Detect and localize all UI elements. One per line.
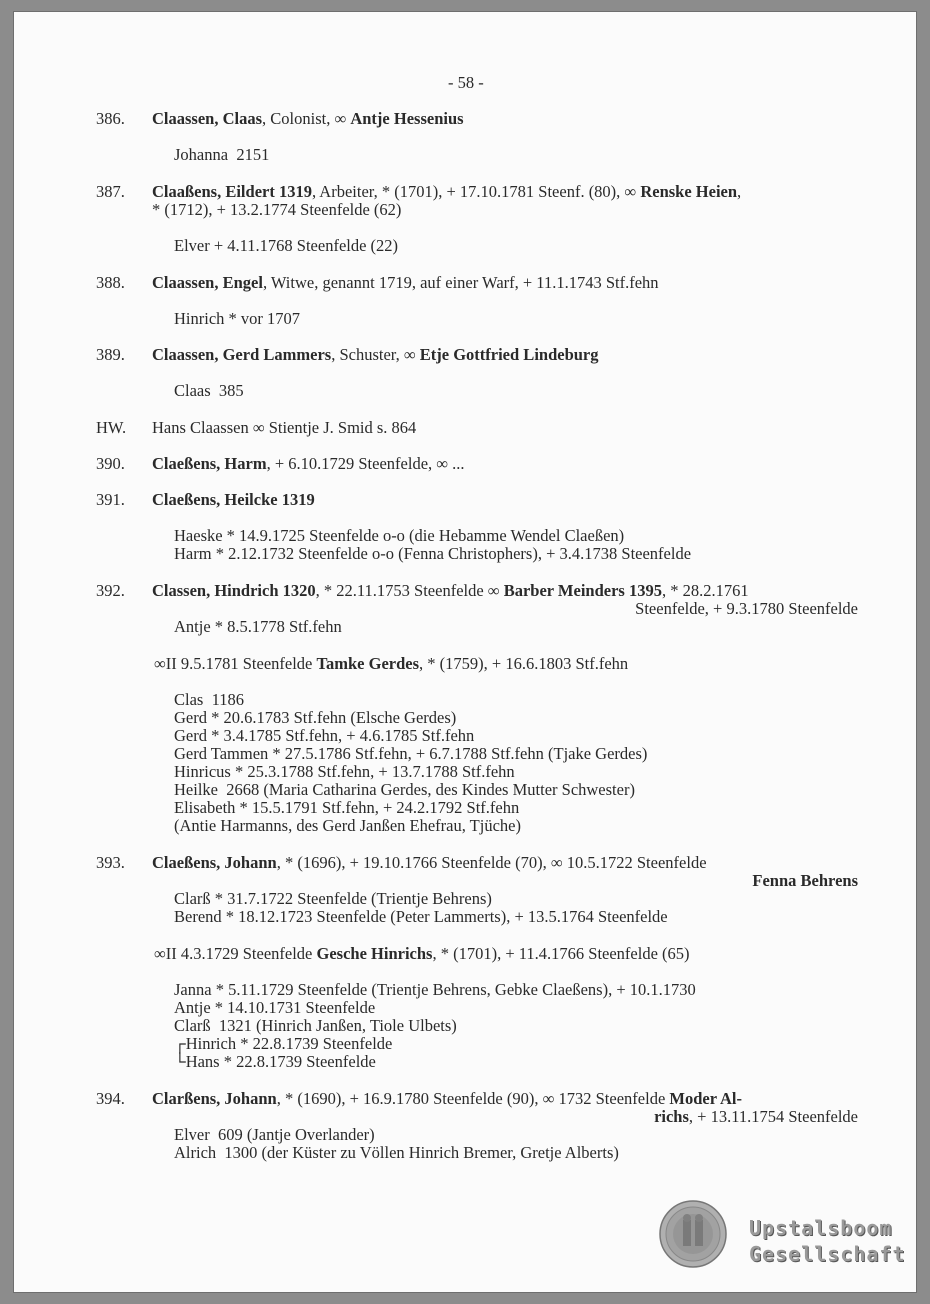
entry-heading-continued: richs, + 13.11.1754 Steenfelde (654, 1107, 858, 1126)
child-line: (Antie Harmanns, des Gerd Janßen Ehefrau, Tjüche) (174, 816, 521, 835)
child-line: Harm * 2.12.1732 Steenfelde o-o (Fenna Christophers), + 3.4.1738 Steenfelde (174, 544, 692, 563)
entry-heading: Claassen, Gerd Lammers, Schuster, ∞ Etje Gottfried Lindeburg (152, 345, 599, 364)
child-line: └Hans * 22.8.1739 Steenfelde (174, 1052, 376, 1071)
cross-reference: Hans Claassen ∞ Stientje J. Smid s. 864 (152, 418, 417, 437)
entry-heading: Claassen, Engel, Witwe, genannt 1719, auf einer Warf, + 11.1.1743 Stf.fehn (152, 273, 659, 292)
child-line: Janna * 5.11.1729 Steenfelde (Trientje Behrens, Gebke Claeßens), + 10.1.1730 (174, 980, 696, 999)
entry-number: 392. (96, 581, 125, 600)
child-line: Clas 1186 (174, 690, 244, 709)
entry-number: 389. (96, 345, 125, 364)
child-line: Heilke 2668 (Maria Catharina Gerdes, des Kindes Mutter Schwester) (174, 780, 635, 799)
brand-name-line1: Upstalsboom (749, 1216, 893, 1240)
entry-heading: Claaßens, Eildert 1319, Arbeiter, * (1701), + 17.10.1781 Steenf. (80), ∞ Renske Heien, (152, 182, 742, 201)
page-number: - 58 - (448, 73, 484, 92)
entry-heading: Clarßens, Johann, * (1690), + 16.9.1780 Steenfelde (90), ∞ 1732 Steenfelde Moder Al- (152, 1089, 742, 1108)
child-line: Gerd * 20.6.1783 Stf.fehn (Elsche Gerdes) (174, 708, 457, 727)
child-line: Antje * 8.5.1778 Stf.fehn (174, 617, 342, 636)
document-page (14, 12, 916, 1292)
child-line: Claas 385 (174, 381, 244, 400)
entry-heading: Classen, Hindrich 1320, * 22.11.1753 Steenfelde ∞ Barber Meinders 1395, * 28.2.1761 (152, 581, 749, 600)
entry-heading: Claassen, Claas, Colonist, ∞ Antje Hessenius (152, 109, 464, 128)
child-line: Berend * 18.12.1723 Steenfelde (Peter Lammerts), + 13.5.1764 Steenfelde (174, 907, 668, 926)
entry-number: HW. (96, 418, 127, 437)
entry-number: 387. (96, 182, 125, 201)
entry-number: 391. (96, 490, 125, 509)
child-line: Haeske * 14.9.1725 Steenfelde o-o (die Hebamme Wendel Claeßen) (174, 526, 625, 545)
entry-spouse: Fenna Behrens (752, 871, 858, 890)
entry-heading-continued: * (1712), + 13.2.1774 Steenfelde (62) (152, 200, 402, 219)
child-line: Hinricus * 25.3.1788 Stf.fehn, + 13.7.1788 Stf.fehn (174, 762, 515, 781)
entry-number: 394. (96, 1089, 125, 1108)
child-line: Clarß * 31.7.1722 Steenfelde (Trientje Behrens) (174, 889, 492, 908)
child-line: Hinrich * vor 1707 (174, 309, 301, 328)
second-marriage: ∞II 4.3.1729 Steenfelde Gesche Hinrichs, * (1701), + 11.4.1766 Steenfelde (65) (154, 944, 690, 963)
entry-heading: Claeßens, Heilcke 1319 (152, 490, 315, 509)
child-line: Gerd * 3.4.1785 Stf.fehn, + 4.6.1785 Stf.fehn (174, 726, 475, 745)
seal-icon (659, 1200, 727, 1268)
entry-heading-continued: Steenfelde, + 9.3.1780 Steenfelde (635, 599, 858, 618)
child-line: Elver 609 (Jantje Overlander) (174, 1125, 375, 1144)
entry-number: 390. (96, 454, 125, 473)
child-line: Antje * 14.10.1731 Steenfelde (174, 998, 376, 1017)
entry-number: 386. (96, 109, 125, 128)
child-line: Clarß 1321 (Hinrich Janßen, Tiole Ulbets) (174, 1016, 457, 1035)
child-line: Gerd Tammen * 27.5.1786 Stf.fehn, + 6.7.1788 Stf.fehn (Tjake Gerdes) (174, 744, 648, 763)
child-line: Alrich 1300 (der Küster zu Völlen Hinrich Bremer, Gretje Alberts) (174, 1143, 619, 1162)
child-line: Elver + 4.11.1768 Steenfelde (22) (174, 236, 399, 255)
entry-heading: Claeßens, Harm, + 6.10.1729 Steenfelde, ∞ ... (152, 454, 465, 473)
child-line: ┌Hinrich * 22.8.1739 Steenfelde (174, 1034, 393, 1053)
brand-name-line2: Gesellschaft (749, 1242, 906, 1266)
second-marriage: ∞II 9.5.1781 Steenfelde Tamke Gerdes, * (1759), + 16.6.1803 Stf.fehn (154, 654, 629, 673)
child-line: Elisabeth * 15.5.1791 Stf.fehn, + 24.2.1792 Stf.fehn (174, 798, 520, 817)
entry-heading: Claeßens, Johann, * (1696), + 19.10.1766 Steenfelde (70), ∞ 10.5.1722 Steenfelde (152, 853, 707, 872)
entry-number: 388. (96, 273, 125, 292)
entry-number: 393. (96, 853, 125, 872)
child-line: Johanna 2151 (174, 145, 270, 164)
